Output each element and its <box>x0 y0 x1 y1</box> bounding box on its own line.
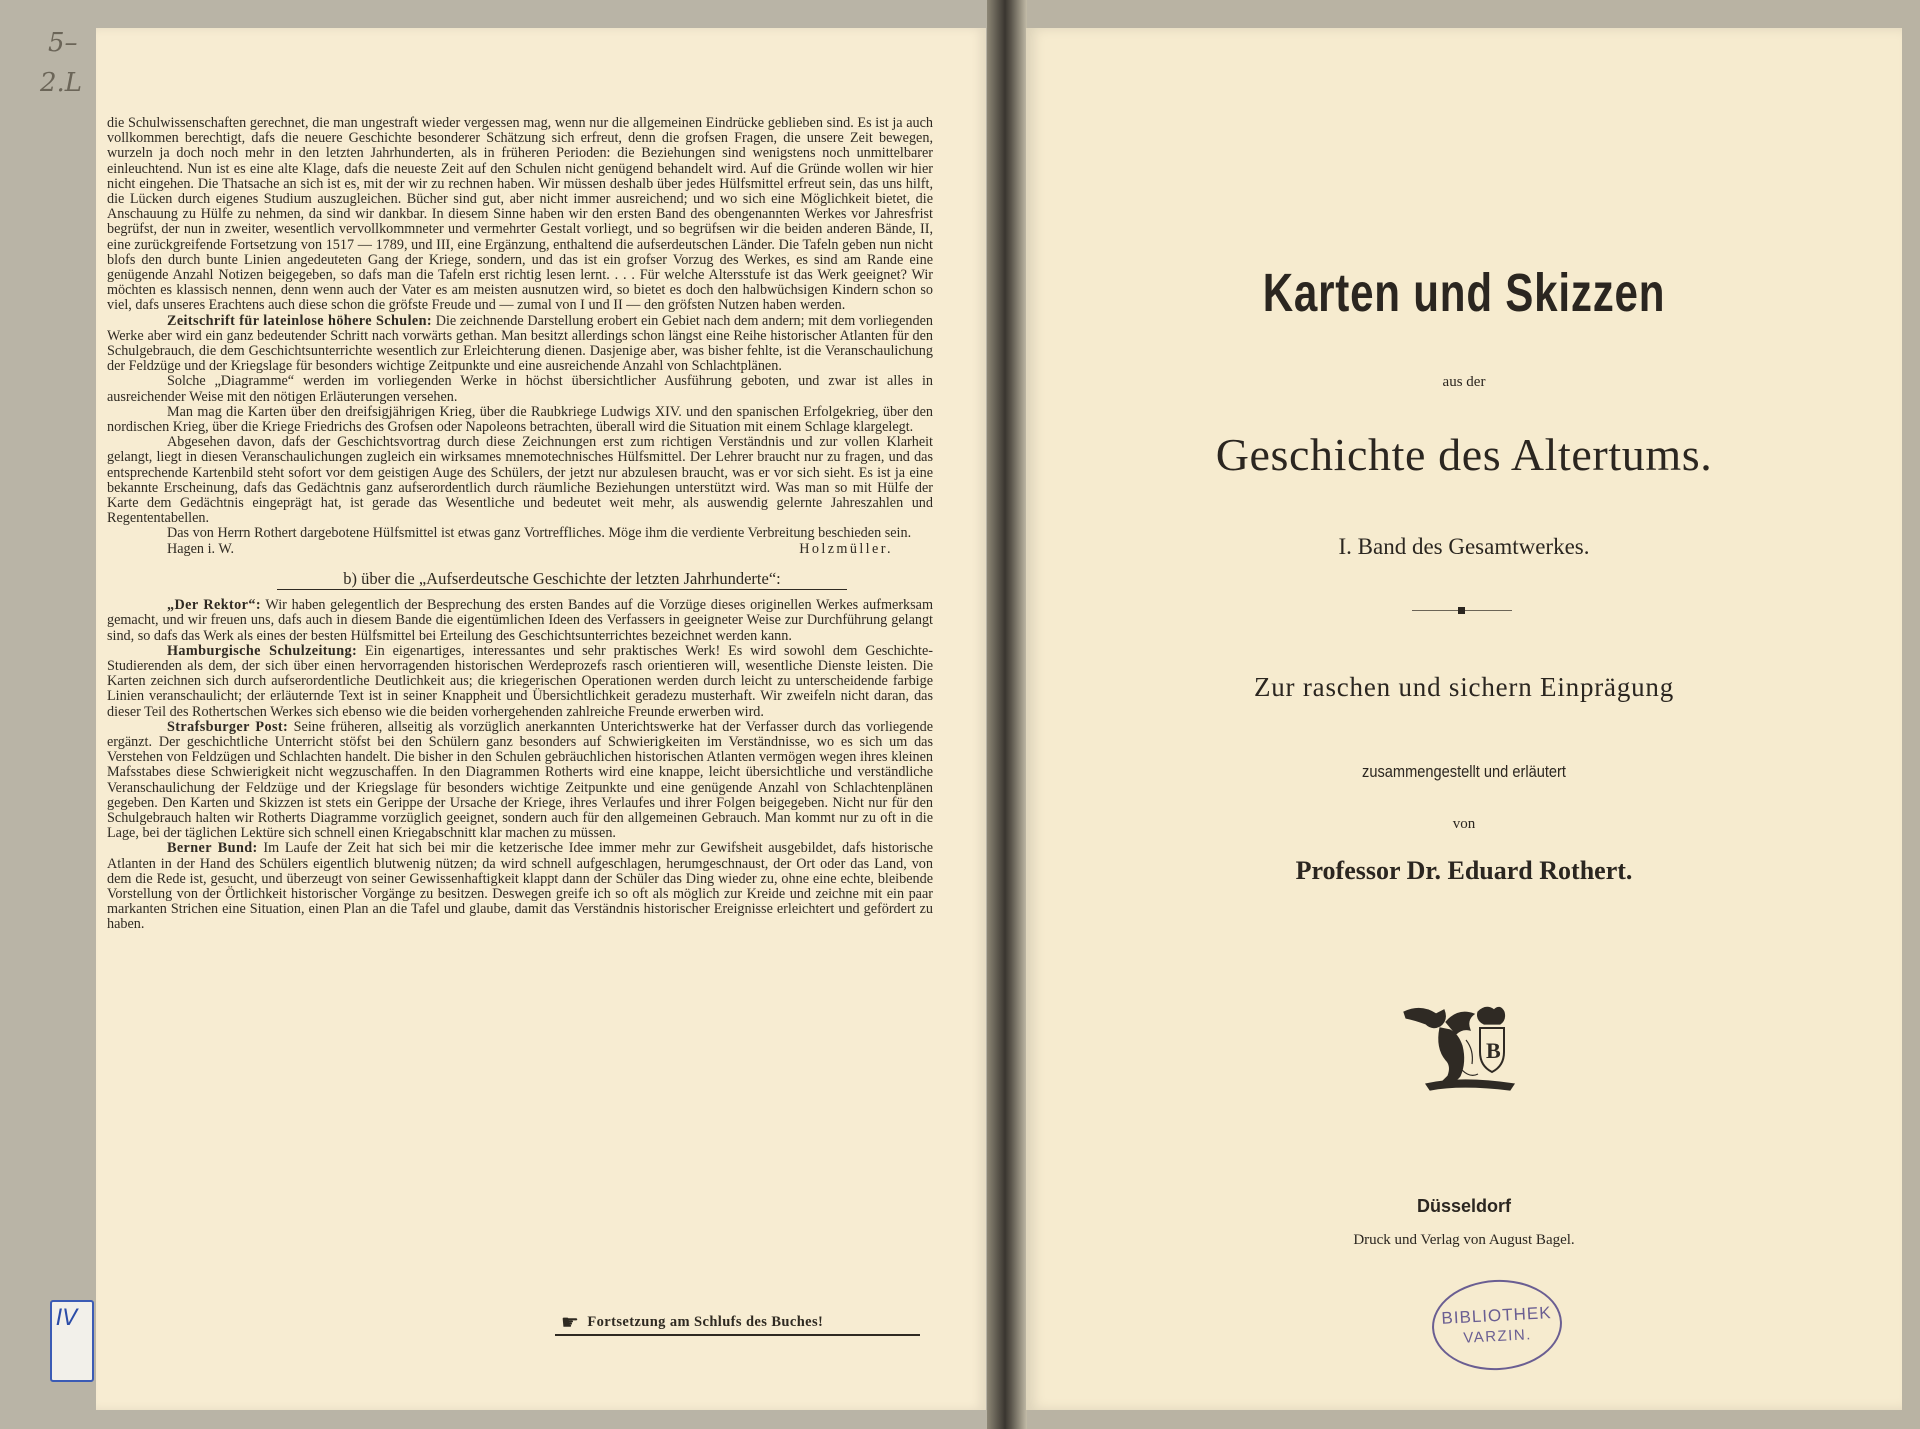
section-subheading: b) über die „Aufserdeutsche Geschichte der letzten Jahrhunderte“: <box>277 569 847 590</box>
review-paragraph <box>107 644 933 720</box>
review-paragraph: Abgesehen davon, dafs der Geschichtsvortrag durch diese Zeichnungen erst zum richtigen Verständnis und zur vollen Klarheit gelangt, liegt in diesen Veranschaulichungen zugleich ein wirksames mnemotechnisches Hülfsmittel. Der Lehrer braucht nur zu fragen, und das entsprechende Kartenbild steht sofort vor dem geistigen Auge des Schülers, der jetzt nur abzulesen braucht, was er vor sich sieht. Es ist ja eine bekannte Erscheinung, dafs das Gedächtnis ganz aufserordentlich durch räumliche Beziehungen unterstützt wird. Was man so mit Hülfe der Karte dem Gedächtnis eingeprägt hat, ist gerade das Wesentliche und bedeutet weit mehr, als auswendig gelernte Jahreszahlen und Regententabellen. <box>107 434 933 527</box>
review-text: Ein eigenartiges, interessantes und sehr praktisches Werk! Es wird sowohl dem Geschichte-Studierenden als dem, der sich über einen hervorragenden historischen Werdeprozefs rasch orientieren will, wesentliche Dienste leisten. Die Karten zeichnen sich durch aufserordentliche Deutlichkeit aus; die kriegerischen Operationen werden durch leicht zu unterscheidende farbige Linien veranschaulicht; der erläuternde Text ist in seiner Knappheit und Übersichtlichkeit geradezu musterhaft. Wir zweifeln nicht daran, das dieser Teil des Rothertschen Werkes sich ebenso wie die beiden vorhergehenden zahlreiche Freunde erwerben wird. <box>107 642 933 720</box>
review-source: Berner Bund: <box>167 840 258 857</box>
purpose-line: Zur raschen und sichern Einprägung <box>1253 672 1675 702</box>
publisher-line: Druck und Verlag von August Bagel. <box>1353 1232 1575 1248</box>
shelf-label-sticker: IV <box>50 1300 94 1382</box>
pencil-note-top: 5– <box>48 28 78 58</box>
reviews-text-block <box>107 116 933 933</box>
review-text: Im Laufe der Zeit hat sich bei mir die ketzerische Idee immer mehr zur Gewifsheit ausgebildet, dafs historische Atlanten in der Hand des Schülers eigentlich blutwenig nützen; da wird schnell aufgeschlagen, herumgeschnaust, der Ort oder das Land, von dem die Rede ist, gesucht, und überzeugt von seiner Gewissenhaftigkeit klappt dann der Schüler das Ding wieder zu, ohne eine echte, bleibende Vorstellung von der Örtlichkeit historischer Vorgänge zu besitzen. Deswegen greife ich so oft als möglich zur Kreide und zeichne mit ein paar markanten Strichen eine Situation, einen Plan an die Tafel und glaube, damit das Verständnis historischer Ereignisse erleichtert und gefördert zu haben. <box>107 840 933 933</box>
pointing-hand-icon: ☛ <box>561 1311 580 1334</box>
review-text: Seine früheren, allseitig als vorzüglich anerkannten Unterichtswerke hat der Verfasser durch das vorliegende ergänzt. Der geschichtliche Unterricht stöfst bei den Schülern ganz besonders auf Schwierigkeiten im Verständnisse, wo es sich um das Verstehen von Feldzügen und Schlachten handelt. Die bisher in den Schulen gebräuchlichen historischen Atlanten vermögen wegen ihres kleinen Mafsstabes diese Schwierigkeit nicht wegzuschaffen. In den Diagrammen Rotherts wird eine knappe, leicht übersichtliche und verständliche Veranschaulichung der Feldzüge und der Kriegslage für besonders wichtige Zeitpunkte und eine genügende Anzahl von Schlachtenplänen gegeben. Den Karten und Skizzen ist stets ein Gerippe der Ursache der Kriege, ihres Verlaufes und ihrer Folgen beigegeben. Nicht nur für den Schulgebrauch halten wir Rotherts Diagramme vorzüglich geeignet, sondern auch für den allgemeinen Gebrauch. Man kommt nur zu oft in die Lage, bei der täglichen Lektüre sich schnell einen Kriegabschnitt klar machen zu müssen. <box>107 718 934 842</box>
book-gutter <box>987 0 1027 1429</box>
stamp-line-1: BIBLIOTHEK <box>1441 1303 1552 1328</box>
subject-title: Geschichte des Altertums. <box>1215 429 1713 480</box>
pencil-note-second: 2.L <box>40 68 83 98</box>
stamp-line-2: VARZIN. <box>1462 1326 1533 1347</box>
volume-line: I. Band des Gesamtwerkes. <box>1338 534 1590 559</box>
review-signature-row <box>107 542 933 557</box>
review-source: „Der Rektor“: <box>167 597 261 614</box>
review-paragraph <box>107 598 933 644</box>
review-paragraph: Das von Herrn Rothert dargebotene Hülfsmittel ist etwas ganz Vortreffliches. Möge ihm die verdiente Verbreitung beschieden sein. <box>167 525 912 542</box>
continuation-note <box>555 1310 920 1336</box>
title-aus-der: aus der <box>1442 374 1486 390</box>
publication-place: Düsseldorf <box>1416 1196 1512 1216</box>
von-line: von <box>1452 816 1476 832</box>
review-source: Strafsburger Post: <box>167 718 289 735</box>
ornament-dot <box>1458 607 1465 614</box>
publisher-crest-icon <box>1396 1000 1526 1095</box>
review-signature: Holzmüller. <box>799 540 893 557</box>
svg-text:B: B <box>1486 1038 1501 1063</box>
compiled-line: zusammengestellt und erläutert <box>1362 762 1566 781</box>
review-paragraph: Solche „Diagramme“ werden im vorliegenden Werke in höchst übersichtlicher Ausführung geboten, und zwar ist alles in ausreichender Weise mit den nötigen Erläuterungen versehen. <box>107 373 933 405</box>
review-intro-paragraph: die Schulwissenschaften gerechnet, die man ungestraft wieder vergessen mag, wenn nur die allgemeinen Eindrücke geblieben sind. Es ist ja auch vollkommen berechtigt, dafs die neuere Geschichte besonderer Schätzung sich erfreut, denn die grofsen Fragen, die unsere Zeit bewegen, wurzeln ja doch noch mehr in den letzten Jahrhunderten, als in früheren Perioden: die Beziehungen sind wenigstens noch unmittelbarer einleuchtend. Nun ist es eine alte Klage, dafs die neueste Zeit auf den Schulen nicht genügend behandelt wird. Auf die Gründe wollen wir hier nicht eingehen. Die Thatsache an sich ist es, mit der wir zu rechnen haben. Wir müssen deshalb über jedes Hülfsmittel erfreut sein, das uns hilft, die Lücken durch eigenes Studium auszugleichen. Bücher sind gut, aber nicht immer ausreichend; und wo sich eine Möglichkeit bietet, die Anschauung zu Hülfe zu nehmen, da sind wir dankbar. In diesem Sinne haben wir den ersten Band des obengenannten Werkes vor Jahresfrist begrüfst, der nun in zweiter, wesentlich vervollkommneter und vermehrter Gestalt vorliegt, und so begrüfsen wir die beiden anderen Bände, II, eine zurückgreifende Fortsetzung von 1517 — 1789, und III, eine Ergänzung, enthaltend die aufserdeutschen Länder. Die Tafeln geben nun nicht blofs den durch bunte Linien angedeuteten Gang der Kriege, sondern, und das ist ein grofser Vorzug des Werkes, es sind am Rande eine genügende Anzahl Notizen beigegeben, so dafs man die Tafeln erst richtig lesen lernt. . . . Für welche Altersstufe ist das Werk geeignet? Wir möchten es klassisch nennen, denn wenn auch der Vater es am meisten ausnutzen wird, so bietet es doch den halbwüchsigen Kindern schon so viel, dafs unseres Erachtens auch diese schon die gröfste Freude und — zumal von I und II — den gröfsten Nutzen haben werden. <box>107 115 933 314</box>
review-text: Die zeichnende Darstellung erobert ein Gebiet nach dem andern; mit dem vorliegenden Werke aber wird ein ganz bedeutender Schritt nach vorwärts gethan. Man besitzt allerdings schon längst eine Reihe historischer Atlanten für den Schulgebrauch, die dem Geschichtsunterrichte wesentlich zur Erleichterung dienen. Dasjenige aber, was bisher fehlte, ist die Veranschaulichung der Feldzüge und der Kriegslage für besonders wichtige Zeitpunkte und eine ausreichende Anzahl von Schlachtplänen. <box>107 312 933 375</box>
author-line: Professor Dr. Eduard Rothert. <box>1295 856 1633 885</box>
continuation-text: Fortsetzung am Schlufs des Buches! <box>587 1313 824 1330</box>
review-paragraph: Man mag die Karten über den dreifsigjährigen Krieg, über die Raubkriege Ludwigs XIV. und den spanischen Erfolgekrieg, über den nordischen Krieg, über die Kriege Friedrichs des Grofsen oder Napoleons betrachten, überall wird die Situation mit einem Schlage klargelegt. <box>107 403 933 436</box>
review-place: Hagen i. W. <box>167 540 234 557</box>
review-source: Hamburgische Schulzeitung: <box>167 642 358 659</box>
main-title: Karten und Skizzen <box>1262 263 1666 323</box>
review-paragraph <box>107 314 933 375</box>
review-paragraph <box>107 841 933 932</box>
review-text: Wir haben gelegentlich der Besprechung des ersten Bandes auf die Vorzüge dieses originellen Werkes aufmerksam gemacht, und wir freuen uns, dafs auch in diesem Bande die eigentümlichen Ideen des Verfassers in geeigneter Weise zur Durchführung gelangt sind, so dafs das Werk als eines der besten Hülfsmittel bei Erteilung des Geschichtsunterrichtes bezeichnet werden kann. <box>107 597 934 644</box>
review-paragraph <box>107 720 933 842</box>
review-source: Zeitschrift für lateinlose höhere Schulen: <box>167 312 433 329</box>
